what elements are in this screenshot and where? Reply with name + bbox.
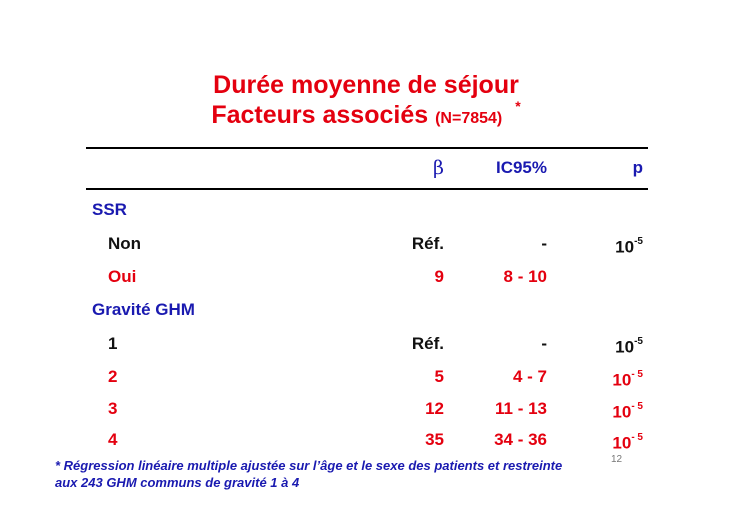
- row-p: $10^{- 5}$: [612, 401, 643, 422]
- row-label: 4: [108, 430, 118, 449]
- row-label: 2: [108, 367, 118, 386]
- row-ic: 11 - 13: [495, 399, 547, 418]
- page-number: 12: [611, 454, 623, 465]
- title-line-2: [0, 100, 732, 134]
- row-label: Non: [108, 234, 142, 253]
- row-beta: Réf.: [411, 334, 444, 353]
- row-ic: 4 - 7: [512, 367, 547, 386]
- header-beta: β: [433, 157, 444, 179]
- row-beta: 5: [434, 367, 444, 386]
- row-ic: 34 - 36: [494, 430, 547, 449]
- group-label-gravite: Gravité GHM: [92, 300, 195, 319]
- row-label: 3: [108, 399, 118, 418]
- group-label-ssr: SSR: [92, 200, 127, 219]
- row-beta: 9: [434, 267, 444, 286]
- title-main: Facteurs associés: [211, 101, 429, 129]
- sample-size: (N=7854): [435, 110, 503, 127]
- title-line-1: Durée moyenne de séjour: [213, 71, 519, 99]
- row-ic: 8 - 10: [503, 267, 547, 286]
- row-p: $10^{-5}$: [615, 236, 643, 257]
- header-ic95: IC95%: [495, 158, 547, 177]
- footnote-line-1: * Régression linéaire multiple ajustée sur l’âge et le sexe des patients et restreinte: [55, 458, 563, 473]
- row-ic: -: [541, 334, 547, 353]
- slide-title: [0, 70, 732, 134]
- table-top-rule: [86, 147, 648, 149]
- row-beta: 12: [425, 399, 444, 418]
- row-p: $10^{- 5}$: [612, 369, 643, 390]
- row-ic: -: [541, 234, 547, 253]
- footnote-line-2: aux 243 GHM communs de gravité 1 à 4: [55, 475, 300, 490]
- footnote: [55, 457, 695, 491]
- row-beta: 35: [425, 430, 444, 449]
- row-beta: Réf.: [411, 234, 444, 253]
- row-p: $10^{-5}$: [615, 336, 643, 357]
- title-asterisk: *: [515, 98, 521, 114]
- row-label: 1: [108, 334, 118, 353]
- row-p: $10^{- 5}$: [612, 432, 643, 453]
- table-header-rule: [86, 188, 648, 190]
- row-label: Oui: [108, 267, 137, 286]
- header-p: p: [632, 158, 643, 177]
